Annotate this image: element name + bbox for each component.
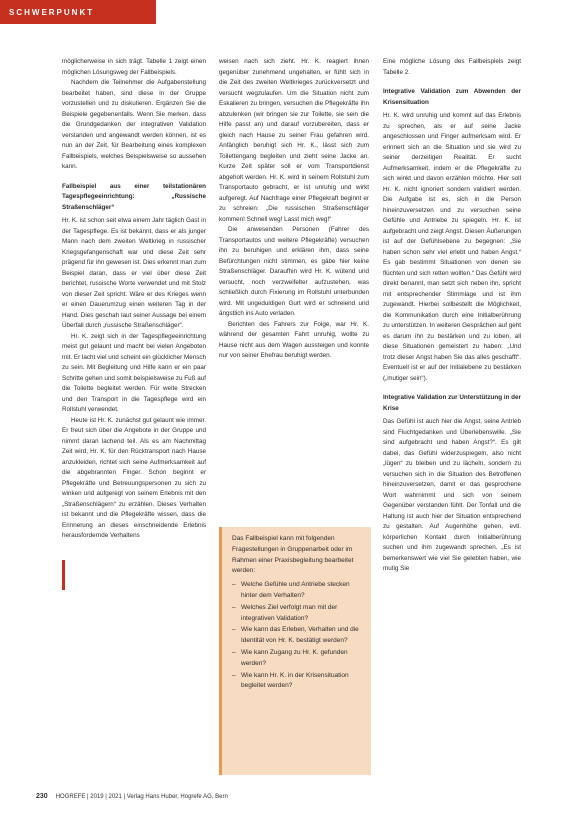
text-column-1 bbox=[62, 57, 206, 542]
task-box-intro: Das Fallbeispiel kann mit folgenden Fragestellungen in Gruppenarbeit oder im Rahmen einer Praxisbegleitung bearbeitet werden: bbox=[232, 535, 354, 575]
task-question: – Wie kann das Erleben, Verhalten und die Identität von Hr. K. bestätigt werden? bbox=[232, 625, 363, 647]
paragraph: möglicherweise in sich trägt. Tabelle 1 zeigt einen möglichen Lösungsweg der Fallbeispiels. bbox=[62, 58, 206, 76]
section-header-bar bbox=[0, 0, 156, 24]
paragraph: Hr. K. ist schon seit etwa einem Jahr täglich Gast in der Tagespflege. Es ist bekannt, dass er als junger Mann nach dem zweiten Weltkrieg in russischer Kriegsgefangenschaft war und diese Zeit sehr prägend für ihn gewesen ist. Dies erkennt man zum Beispiel daran, dass er viel über diese Zeit berichtet, russische Worte verwendet und mit Stolz von dieser Zeit spricht. Wäre er des Krieges wenn er einen Dauerumzug einen weiteren Tag in der Hand. Dies geschah laut seiner Aussage bei einem Überfall durch „russische Straßenschläger“. bbox=[62, 217, 206, 329]
text-column-3 bbox=[383, 57, 521, 575]
paragraph: Hr. K. wird unruhig und kommt auf das Erlebnis zu sprechen, als er auf seine Jacke angeschlossen und Finger aufmerksam wird. Er erinnert sich an die Situation und sie wird zu seiner derzeitigen Realität. Er sucht Aufmerksamkeit, indem er die Pflegekräfte zu sich winkt und davon erzählen möchte. Hier soll Hr. K. nicht ignoriert sondern validiert werden. Die Aufgabe ist es, sich in die Person hineinzuversetzen und zu versuchen seine Gefühle und Antriebe zu spiegeln. Hr. K. ist aufgebracht und zeigt Angst. Diesen Äußerungen ist auf der Gefühlsebene zu begegnen: „Sie haben schon sehr viel erlebt und haben Angst.“ Es gab bestimmt Situationen von denen sie flüchten und sich retten wollten.“ Das Gefühl wird direkt benannt, man setzt sich neben ihn, spricht mit entsprechender Stimmlage und ist ihm zugewandt. Hierbei sollbestellt die Möglichkeit, die Kommunikation durch eine Initialberührung zu unterstützen. In weiteren Gesprächen auf geht es darum ihn zu bestärken und zu loben, all diese Situationen gemeistert zu haben: „Und trotz dieser Angst haben Sie das alles geschafft“. Eventuell ist er auf der Initialebene zu bestärken („mutiger sein“). bbox=[383, 112, 521, 382]
paragraph: weisen nach sich zieht. Hr. K. reagiert ihnen gegenüber zunehmend ungehalten, er fühlt sich in die Zeit des zweiten Weltkrieges zurückversetzt und versucht wegzulaufen. Um die Situation nicht zum Eskalieren zu bringen, versuchen die Pflegekräfte ihn abzulenken (wir bringen sie zur Toilette, sie sein die Hilfe passt an) und darauf vorzubereiten, dass er gleich nach Hause zu seiner Frau gefahren wird. Anfänglich beruhigt sich Hr. K., lässt sich zum Toilettengang begleiten und zieht seine Jacke an. Kurze Zeit später soll er vom Transportdienst abgeholt werden. Hr. K. wird in seinem Rollstuhl zum Transportauto gebracht, er ist unruhig und wirkt aufgeregt. Auf Nachfrage einer Pflegekraft beginnt er zu schreien: „Die russischen Straßenschläger kommen! Schnell weg! Lasst mich weg!“ bbox=[219, 58, 369, 223]
task-question: – Wie kann Hr. K. in der Krisensituation begleitet werden? bbox=[232, 671, 363, 693]
section-header-label: SCHWERPUNKT bbox=[9, 7, 95, 17]
paragraph: Eine mögliche Lösung des Fallbeispiels zeigt Tabelle 2. bbox=[383, 58, 521, 76]
paragraph: Heute ist Hr. K. zunächst gut gelaunt wie immer. Er freut sich über die Angebote in der Gruppe und nimmt daran lachend teil. Als es am Nachmittag Zeit wird, Hr. K. für den Rücktransport nach Hause anzukleiden, richtet sich seine Aufmerksamkeit auf die abgebrannten Finger. Schon beginnt er Pflegekräfte und Betreuungspersonen zu sich zu winken und aufgeregt von seinem Erlebnis mit den „Straßenschlägern“ zu erzählen. Dieses Verhalten ist bekannt und die Pflegekräfte wissen, dass die Erinnerung an dieses einschneidende Erlebnis herausfordernde Verhaltens bbox=[62, 416, 206, 539]
task-question: – Welche Gefühle und Antriebe stecken hinter dem Verhalten? bbox=[232, 580, 363, 602]
footer-source: HOGREFE | 2019 | 2021 | Verlag Hans Huber, Hogrefe AG, Bern bbox=[55, 794, 228, 800]
task-question: – Welches Ziel verfolgt man mit der integrativen Validation? bbox=[232, 603, 363, 625]
section-heading: Integrative Validation zum Abwenden der Krisensituation bbox=[383, 88, 521, 106]
paragraph: Hr. K. zeigt sich in der Tagespflegeeinrichtung meist gut gelaunt und macht bei vielen Angeboten mit. Er lacht viel und scheint ein glücklicher Mensch zu sein. Mit Begleitung und Hilfe kann er ein paar Schritte gehen und somit beispielsweise zu Fuß auf die Toilette begleitet werden. Für weite Strecken und den Transport in die Tagespflege wird ein Rollstuhl verwendet. bbox=[62, 332, 206, 413]
task-box bbox=[219, 527, 371, 775]
case-study-heading: Fallbeispiel aus einer teilstationären Tagespflegeeinrichtung: „Russische Straßenschläger“ bbox=[62, 182, 206, 211]
paragraph: Nachdem die Teilnehmer die Aufgabenstellung bearbeitet haben, sind diese in der Gruppe vorzustellen und zu diskutieren. Ergänzen Sie die Beispiele gegebenenfalls. Wenn Sie merken, dass die Grundgedanken der integrativen Validation verstanden und angewandt werden können, ist es nun an der Zeit, für Bearbeitung eines komplexen Fallbeispiels, welches Beispielsweise so aussehen kann. bbox=[62, 79, 206, 170]
task-question-list bbox=[232, 580, 363, 692]
page-footer bbox=[36, 793, 228, 800]
paragraph: Die anwesenden Personen (Fahrer des Transportautos und weitere Pflegekräfte) versuchen ihn zu beruhigen und erklären ihm, dass seine Befürchtungen nicht stimmen, es gäbe hier keine Straßenschläger. Daraufhin wird Hr. K. wütend und versucht, noch verzweifelter aufzustehen, was schließlich durch Fixierung im Rollstuhl unterbunden wird. Mit ungeduldigen Gurt wird er schreiend und ängstlich ins Auto verladen. bbox=[219, 226, 369, 317]
paragraph: Das Gefühl ist auch hier die Angst, seine Antrieb sind Fluchtgedanken und Überlebenswille. „Sie sind aufgebracht und haben Angst?“. Es gilt dabei, das Gefühl widerzuspiegeln, also nicht „lügen“ zu bleiben und zu lächeln, sondern zu versuchen sich in die Situation des Betroffenen hineinzuversetzen, damit er das gesprochene Wort wahrnimmt und sich von seinem Gegenüber verstanden fühlt. Der Tonfall und die Haltung ist auch hier der Situation entsprechend zu gestalten. Auf Augenhöhe gehen, evtl. körperlichen Kontakt durch Initialberührung suchen und ihm zugewandt sprechen. „Es ist bemerkenswert wie viel Sie gelebten haben, wie mutig Sie bbox=[383, 418, 521, 572]
paragraph: Berichten des Fahrers zur Folge, war Hr. K. während der gesamten Fahrt unruhig, wollte zu Hause nicht aus dem Wagen aussteigen und konnte nur von seiner Ehefrau beruhigt werden. bbox=[219, 320, 369, 359]
task-question: – Wie kann Zugang zu Hr. K. gefunden werden? bbox=[232, 648, 363, 670]
margin-accent-bar bbox=[62, 560, 65, 590]
text-column-2 bbox=[219, 57, 369, 362]
page-number: 230 bbox=[36, 793, 48, 800]
section-heading: Integrative Validation zur Unterstützung in der Krise bbox=[383, 394, 521, 412]
